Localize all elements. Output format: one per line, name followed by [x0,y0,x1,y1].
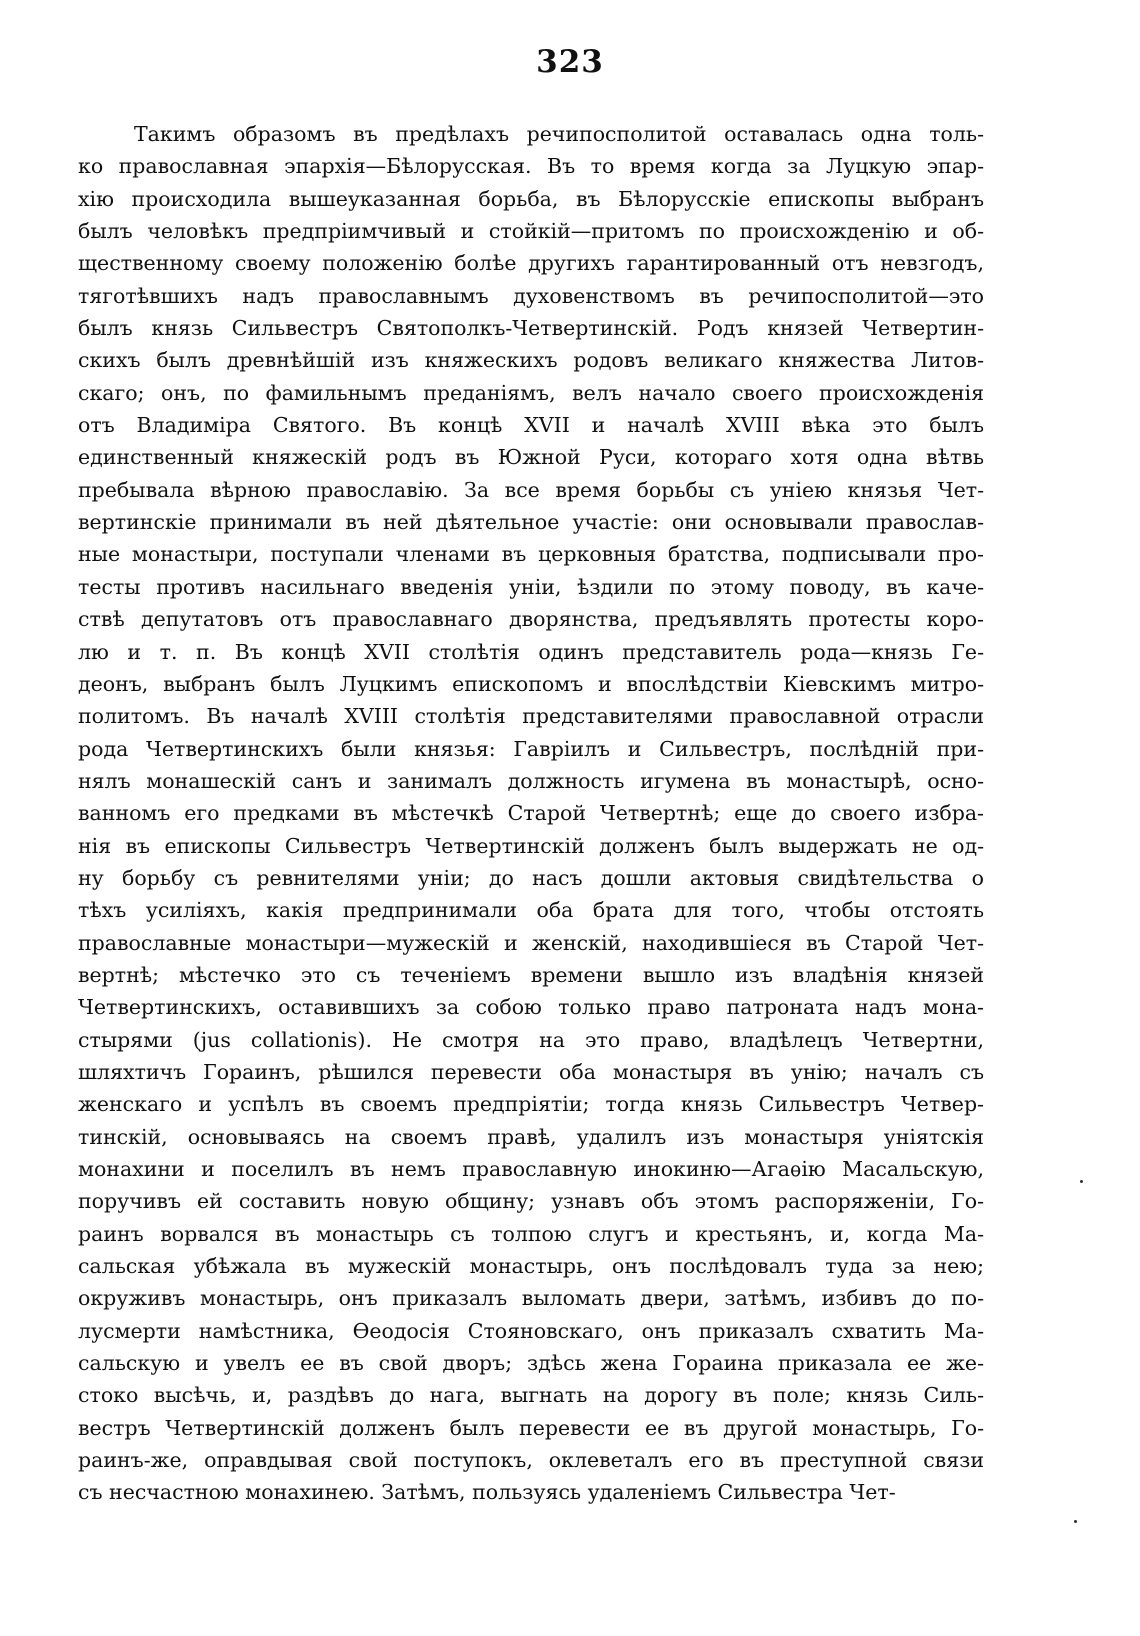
text-line: хію происходила вышеуказанная борьба, въ Бѣлорусскіе епископы выбранъ [78,186,984,211]
text-line: лусмерти намѣстника, Ѳеодосія Стояновскаго, онъ приказалъ схватить Ма- [78,1318,984,1343]
text-line: нялъ монашескій санъ и занималъ должность игумена въ монастырѣ, осно- [78,768,984,793]
text-line: стоко высѣчь, и, раздѣвъ до нага, выгнать на дорогу въ поле; князь Силь- [78,1383,984,1408]
text-line: монахини и поселилъ въ немъ православную инокиню—Агаѳію Масальскую, [78,1157,984,1181]
text-line: съ несчастною монахинею. Затѣмъ, пользуясь удаленіемъ Сильвестра Чет- [78,1480,896,1505]
text-line: шляхтичъ Гораинъ, рѣшился перевести оба монастыря въ унію; началъ съ [78,1059,984,1084]
text-line: раинъ ворвался въ монастырь съ толпою слугъ и крестьянъ, и, когда Ма- [78,1221,984,1246]
text-line: скихъ былъ древнѣйшій изъ княжескихъ родовъ великаго княжества Литов- [78,348,984,373]
page-number: 323 [536,44,604,80]
text-line: пребывала вѣрною православію. За все время борьбы съ уніею князья Чет- [78,477,984,502]
text-line: Такимъ образомъ въ предѣлахъ речипосполитой оставалась одна толь- [134,122,984,146]
text-line: православные монастыри—мужескій и женскій, находившіеся въ Старой Чет- [78,930,984,955]
text-line: политомъ. Въ началѣ XVIII столѣтія представителями православной отрасли [78,704,984,729]
text-line: тяготѣвшихъ надъ православнымъ духовенствомъ въ речипосполитой—это [78,283,984,308]
scan-speck [1074,1520,1077,1523]
body-paragraph [78,118,984,1509]
text-line: былъ человѣкъ предпріимчивый и стойкій—притомъ по происхожденію и об- [78,219,984,244]
text-line: единственный княжескій родъ въ Южной Руси, котораго хотя одна вѣтвь [78,445,984,470]
scan-speck [1080,1180,1083,1183]
text-line: окруживъ монастырь, онъ приказалъ выломать двери, затѣмъ, избивъ до по- [78,1286,984,1311]
text-line: лю и т. п. Въ концѣ XVII столѣтія одинъ представитель рода—князь Ге- [78,639,984,664]
text-line: ные монастыри, поступали членами въ церковныя братства, подписывали про- [78,542,984,567]
text-line: ствѣ депутатовъ отъ православнаго дворянства, предъявлять протесты коро- [78,607,984,632]
text-line: вертинскіе принимали въ ней дѣятельное участіе: они основывали православ- [78,510,984,535]
text-line: ванномъ его предками въ мѣстечкѣ Старой Четвертнѣ; еще до своего избра- [78,801,984,826]
text-line: отъ Владиміра Святого. Въ концѣ XVII и началѣ XVIII вѣка это былъ [78,413,984,438]
text-line: вертнѣ; мѣстечко это съ теченіемъ времени вышло изъ владѣнія князей [78,962,984,987]
text-line: сальскую и увелъ ее въ свой дворъ; здѣсь жена Гораина приказала ее же- [78,1351,984,1376]
text-line: сальская убѣжала въ мужескій монастырь, онъ послѣдовалъ туда за нею; [78,1254,984,1279]
text-line: женскаго и успѣлъ въ своемъ предпріятіи; тогда князь Сильвестръ Четвер- [78,1092,984,1117]
text-line: деонъ, выбранъ былъ Луцкимъ епископомъ и впослѣдствіи Кіевскимъ митро- [78,671,984,696]
text-line: ко православная эпархія—Бѣлорусская. Въ то время когда за Луцкую эпар- [78,154,984,179]
text-line: щественному своему положенію болѣе другихъ гарантированный отъ невзгодъ, [78,251,984,276]
text-line: стырями (jus collationis). Не смотря на это право, владѣлецъ Четвертни, [78,1027,984,1052]
text-line: поручивъ ей составить новую общину; узнавъ объ этомъ распоряженіи, Го- [78,1189,984,1214]
text-line: нія въ епископы Сильвестръ Четвертинскій долженъ былъ выдержать не од- [78,833,984,858]
text-line: Четвертинскихъ, оставившихъ за собою только право патроната надъ мона- [78,995,984,1020]
text-line: былъ князь Сильвестръ Святополкъ-Четвертинскій. Родъ князей Четвертин- [78,316,984,341]
text-line: тинскій, основываясь на своемъ правѣ, удалилъ изъ монастыря уніятскія [78,1124,984,1149]
text-line: ну борьбу съ ревнителями уніи; до насъ дошли актовыя свидѣтельства о [78,865,984,890]
text-line: раинъ-же, оправдывая свой поступокъ, оклеветалъ его въ преступной связи [78,1448,984,1473]
text-line: тѣхъ усиліяхъ, какія предпринимали оба брата для того, чтобы отстоять [78,898,984,923]
text-line: рода Четвертинскихъ были князья: Гавріилъ и Сильвестръ, послѣдній при- [78,736,984,761]
text-line: вестръ Четвертинскій долженъ былъ перевести ее въ другой монастырь, Го- [78,1415,984,1440]
text-line: скаго; онъ, по фамильнымъ преданіямъ, велъ начало своего происхожденія [78,380,984,405]
text-line: тесты противъ насильнаго введенія уніи, ѣздили по этому поводу, въ каче- [78,574,984,599]
